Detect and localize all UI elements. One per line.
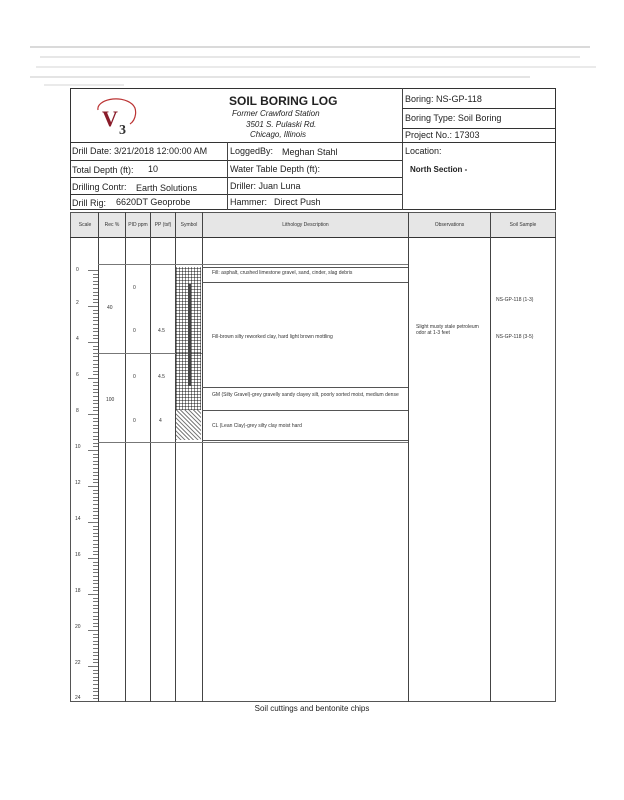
scale-tick xyxy=(93,529,98,530)
soil-sample: NS-GP-118 (1-3) xyxy=(496,297,534,303)
scale-tick xyxy=(93,367,98,368)
scale-tick xyxy=(93,540,98,541)
drilling-contractor-value: Earth Solutions xyxy=(136,183,198,193)
col-symbol: Symbol xyxy=(180,222,198,228)
scale-tick xyxy=(93,364,98,365)
svg-text:V: V xyxy=(102,106,118,131)
scale-label: 0 xyxy=(76,267,79,273)
scale-tick xyxy=(93,446,98,447)
scale-tick xyxy=(93,677,98,678)
scale-tick xyxy=(93,277,98,278)
col-lithology: Lithology Description xyxy=(282,222,329,228)
scale-tick xyxy=(93,439,98,440)
scale-tick xyxy=(93,396,98,397)
scale-tick xyxy=(93,698,98,699)
page-title: SOIL BORING LOG xyxy=(229,94,338,108)
fill-symbol-core xyxy=(188,284,191,386)
water-table-depth: Water Table Depth (ft): xyxy=(230,164,321,174)
scale-tick xyxy=(93,616,98,617)
total-depth-label: Total Depth (ft): xyxy=(72,165,134,175)
scale-tick xyxy=(93,623,98,624)
col-soil-sample: Soil Sample xyxy=(509,222,537,228)
scale-tick xyxy=(93,482,98,483)
location-label: Location: xyxy=(405,146,442,156)
col-rec: Rec % xyxy=(104,222,120,228)
scan-noise xyxy=(30,46,590,48)
scale-tick xyxy=(93,468,98,469)
scale-label: 6 xyxy=(76,372,79,378)
scale-tick xyxy=(88,486,98,487)
lithology-description: Fill: asphalt, crushed limestone gravel, sand, cinder, slag debris xyxy=(212,270,353,276)
scale-tick xyxy=(93,562,98,563)
scale-tick xyxy=(93,428,98,429)
scale-tick xyxy=(93,454,98,455)
scale-tick xyxy=(93,472,98,473)
scale-tick xyxy=(93,389,98,390)
col-observations: Observations xyxy=(434,222,465,228)
scale-tick xyxy=(93,392,98,393)
scale-tick xyxy=(93,461,98,462)
scale-tick xyxy=(93,547,98,548)
pid-value: 0 xyxy=(133,328,136,334)
scale-tick xyxy=(93,634,98,635)
footer-note: Soil cuttings and bentonite chips xyxy=(254,704,370,713)
drill-rig-value: 6620DT Geoprobe xyxy=(116,197,191,207)
scale-tick xyxy=(93,407,98,408)
scale-tick xyxy=(93,310,98,311)
rec-value: 40 xyxy=(107,305,113,311)
drill-rig-label: Drill Rig: xyxy=(72,198,107,208)
scale-tick xyxy=(93,338,98,339)
observation-note: Slight musty stale petroleum odor at 1-3 feet xyxy=(416,324,479,336)
scale-tick xyxy=(93,281,98,282)
scale-tick xyxy=(93,313,98,314)
boring-id: Boring: NS-GP-118 xyxy=(405,94,482,104)
scale-tick xyxy=(93,544,98,545)
lithology-description: Fill-brown silty reworked clay, hard light brown mottling xyxy=(212,334,333,340)
scale-tick xyxy=(93,504,98,505)
scale-tick xyxy=(88,522,98,523)
scale-tick xyxy=(93,500,98,501)
location-value: North Section - xyxy=(410,165,468,174)
scale-tick xyxy=(93,493,98,494)
total-depth-value: 10 xyxy=(148,164,159,174)
scale-tick xyxy=(93,587,98,588)
scale-label: 10 xyxy=(75,444,81,450)
scale-tick xyxy=(93,464,98,465)
scale-label: 14 xyxy=(75,516,81,522)
scale-tick xyxy=(93,576,98,577)
scale-tick xyxy=(93,284,98,285)
scale-tick xyxy=(88,414,98,415)
scale-tick xyxy=(93,475,98,476)
scale-tick xyxy=(93,331,98,332)
scale-tick xyxy=(93,385,98,386)
scale-tick xyxy=(93,673,98,674)
scale-tick xyxy=(93,479,98,480)
scale-tick xyxy=(93,644,98,645)
scale-tick xyxy=(93,648,98,649)
scale-tick xyxy=(93,410,98,411)
scale-tick xyxy=(93,403,98,404)
scale-tick xyxy=(93,346,98,347)
scale-tick xyxy=(93,605,98,606)
scale-tick xyxy=(93,626,98,627)
scale-tick xyxy=(93,508,98,509)
scan-noise xyxy=(40,56,580,58)
scale-tick xyxy=(93,497,98,498)
hammer-label: Hammer: xyxy=(230,197,268,207)
rec-value: 100 xyxy=(106,397,115,403)
site-name: Former Crawford Station xyxy=(232,109,320,118)
pp-value: 4.5 xyxy=(158,328,165,334)
scale-tick xyxy=(93,652,98,653)
scale-tick xyxy=(93,302,98,303)
pid-value: 0 xyxy=(133,418,136,424)
scale-tick xyxy=(93,324,98,325)
scale-tick xyxy=(93,295,98,296)
table-frame xyxy=(70,212,556,702)
scale-tick xyxy=(93,536,98,537)
scale-tick xyxy=(93,425,98,426)
scale-tick xyxy=(93,590,98,591)
scale-tick xyxy=(93,695,98,696)
scale-label: 18 xyxy=(75,588,81,594)
scan-noise xyxy=(44,84,124,86)
svg-text:3: 3 xyxy=(119,123,126,138)
scale-tick xyxy=(88,306,98,307)
scale-tick xyxy=(93,360,98,361)
scale-tick xyxy=(93,533,98,534)
scale-tick xyxy=(93,684,98,685)
scale-tick xyxy=(88,270,98,271)
lithology-description: GM (Silty Gravel)-grey gravelly sandy clayey silt, poorly sorted moist, medium dense xyxy=(212,392,399,398)
scale-label: 4 xyxy=(76,336,79,342)
scale-tick xyxy=(93,371,98,372)
scale-tick xyxy=(93,511,98,512)
scale-tick xyxy=(93,565,98,566)
scale-tick xyxy=(88,594,98,595)
logged-by-name: Meghan Stahl xyxy=(282,147,338,157)
scale-tick xyxy=(93,515,98,516)
scale-tick xyxy=(93,457,98,458)
scale-tick xyxy=(88,378,98,379)
scale-tick xyxy=(88,666,98,667)
scale-tick xyxy=(93,518,98,519)
scan-noise xyxy=(36,66,596,68)
scale-tick xyxy=(93,580,98,581)
scale-tick xyxy=(93,659,98,660)
scale-tick xyxy=(93,292,98,293)
scale-tick xyxy=(93,572,98,573)
scale-tick xyxy=(93,641,98,642)
scale-tick xyxy=(93,436,98,437)
logged-by-label: LoggedBy: xyxy=(230,146,274,156)
site-address: 3501 S. Pulaski Rd. xyxy=(246,120,317,129)
scale-tick xyxy=(93,662,98,663)
scale-tick xyxy=(93,382,98,383)
scale-tick xyxy=(93,688,98,689)
scale-tick xyxy=(93,680,98,681)
scale-tick xyxy=(88,342,98,343)
scale-tick xyxy=(93,288,98,289)
scale-label: 24 xyxy=(75,695,81,701)
scale-tick xyxy=(93,637,98,638)
site-city: Chicago, Illinois xyxy=(250,130,307,139)
scale-tick xyxy=(93,349,98,350)
pp-value: 4 xyxy=(159,418,162,424)
scale-label: 16 xyxy=(75,552,81,558)
scale-tick xyxy=(93,299,98,300)
hammer-value: Direct Push xyxy=(274,197,321,207)
scale-tick xyxy=(93,670,98,671)
scale-tick xyxy=(93,598,98,599)
scale-tick xyxy=(93,320,98,321)
scale-tick xyxy=(88,630,98,631)
project-number: Project No.: 17303 xyxy=(405,130,480,140)
scale-label: 20 xyxy=(75,624,81,630)
company-logo xyxy=(92,96,142,138)
soil-sample: NS-GP-118 (3-5) xyxy=(496,334,534,340)
col-scale: Scale xyxy=(78,222,92,228)
driller: Driller: Juan Luna xyxy=(230,181,301,191)
scale-tick xyxy=(93,400,98,401)
pid-value: 0 xyxy=(133,285,136,291)
scale-label: 2 xyxy=(76,300,79,306)
scale-tick xyxy=(93,612,98,613)
scale-tick xyxy=(93,328,98,329)
drilling-contractor-label: Drilling Contr: xyxy=(72,182,127,192)
scale-tick xyxy=(88,558,98,559)
scale-tick xyxy=(93,655,98,656)
scale-tick xyxy=(93,432,98,433)
scan-noise xyxy=(30,76,530,78)
scale-tick xyxy=(93,619,98,620)
scale-tick xyxy=(93,554,98,555)
scale-label: 12 xyxy=(75,480,81,486)
scale-label: 22 xyxy=(75,660,81,666)
col-pp: PP (tsf) xyxy=(154,222,172,228)
lithology-description: CL (Lean Clay)-grey silty clay moist hard xyxy=(212,423,302,429)
drill-date: Drill Date: 3/21/2018 12:00:00 AM xyxy=(72,146,208,156)
scale-tick xyxy=(93,490,98,491)
scale-tick xyxy=(93,421,98,422)
scale-tick xyxy=(93,274,98,275)
scale-tick xyxy=(93,526,98,527)
col-pid: PID ppm xyxy=(128,222,148,228)
scale-tick xyxy=(93,335,98,336)
scale-tick xyxy=(93,691,98,692)
scale-tick xyxy=(93,583,98,584)
scale-tick xyxy=(93,374,98,375)
scale-tick xyxy=(93,356,98,357)
clay-symbol xyxy=(176,410,201,440)
scale-label: 8 xyxy=(76,408,79,414)
pp-value: 4.5 xyxy=(158,374,165,380)
scale-tick xyxy=(93,551,98,552)
boring-type: Boring Type: Soil Boring xyxy=(405,113,502,123)
scale-tick xyxy=(93,418,98,419)
pid-value: 0 xyxy=(133,374,136,380)
scale-tick xyxy=(88,450,98,451)
scale-tick xyxy=(93,608,98,609)
scale-tick xyxy=(93,601,98,602)
scale-tick xyxy=(93,317,98,318)
scale-tick xyxy=(93,569,98,570)
